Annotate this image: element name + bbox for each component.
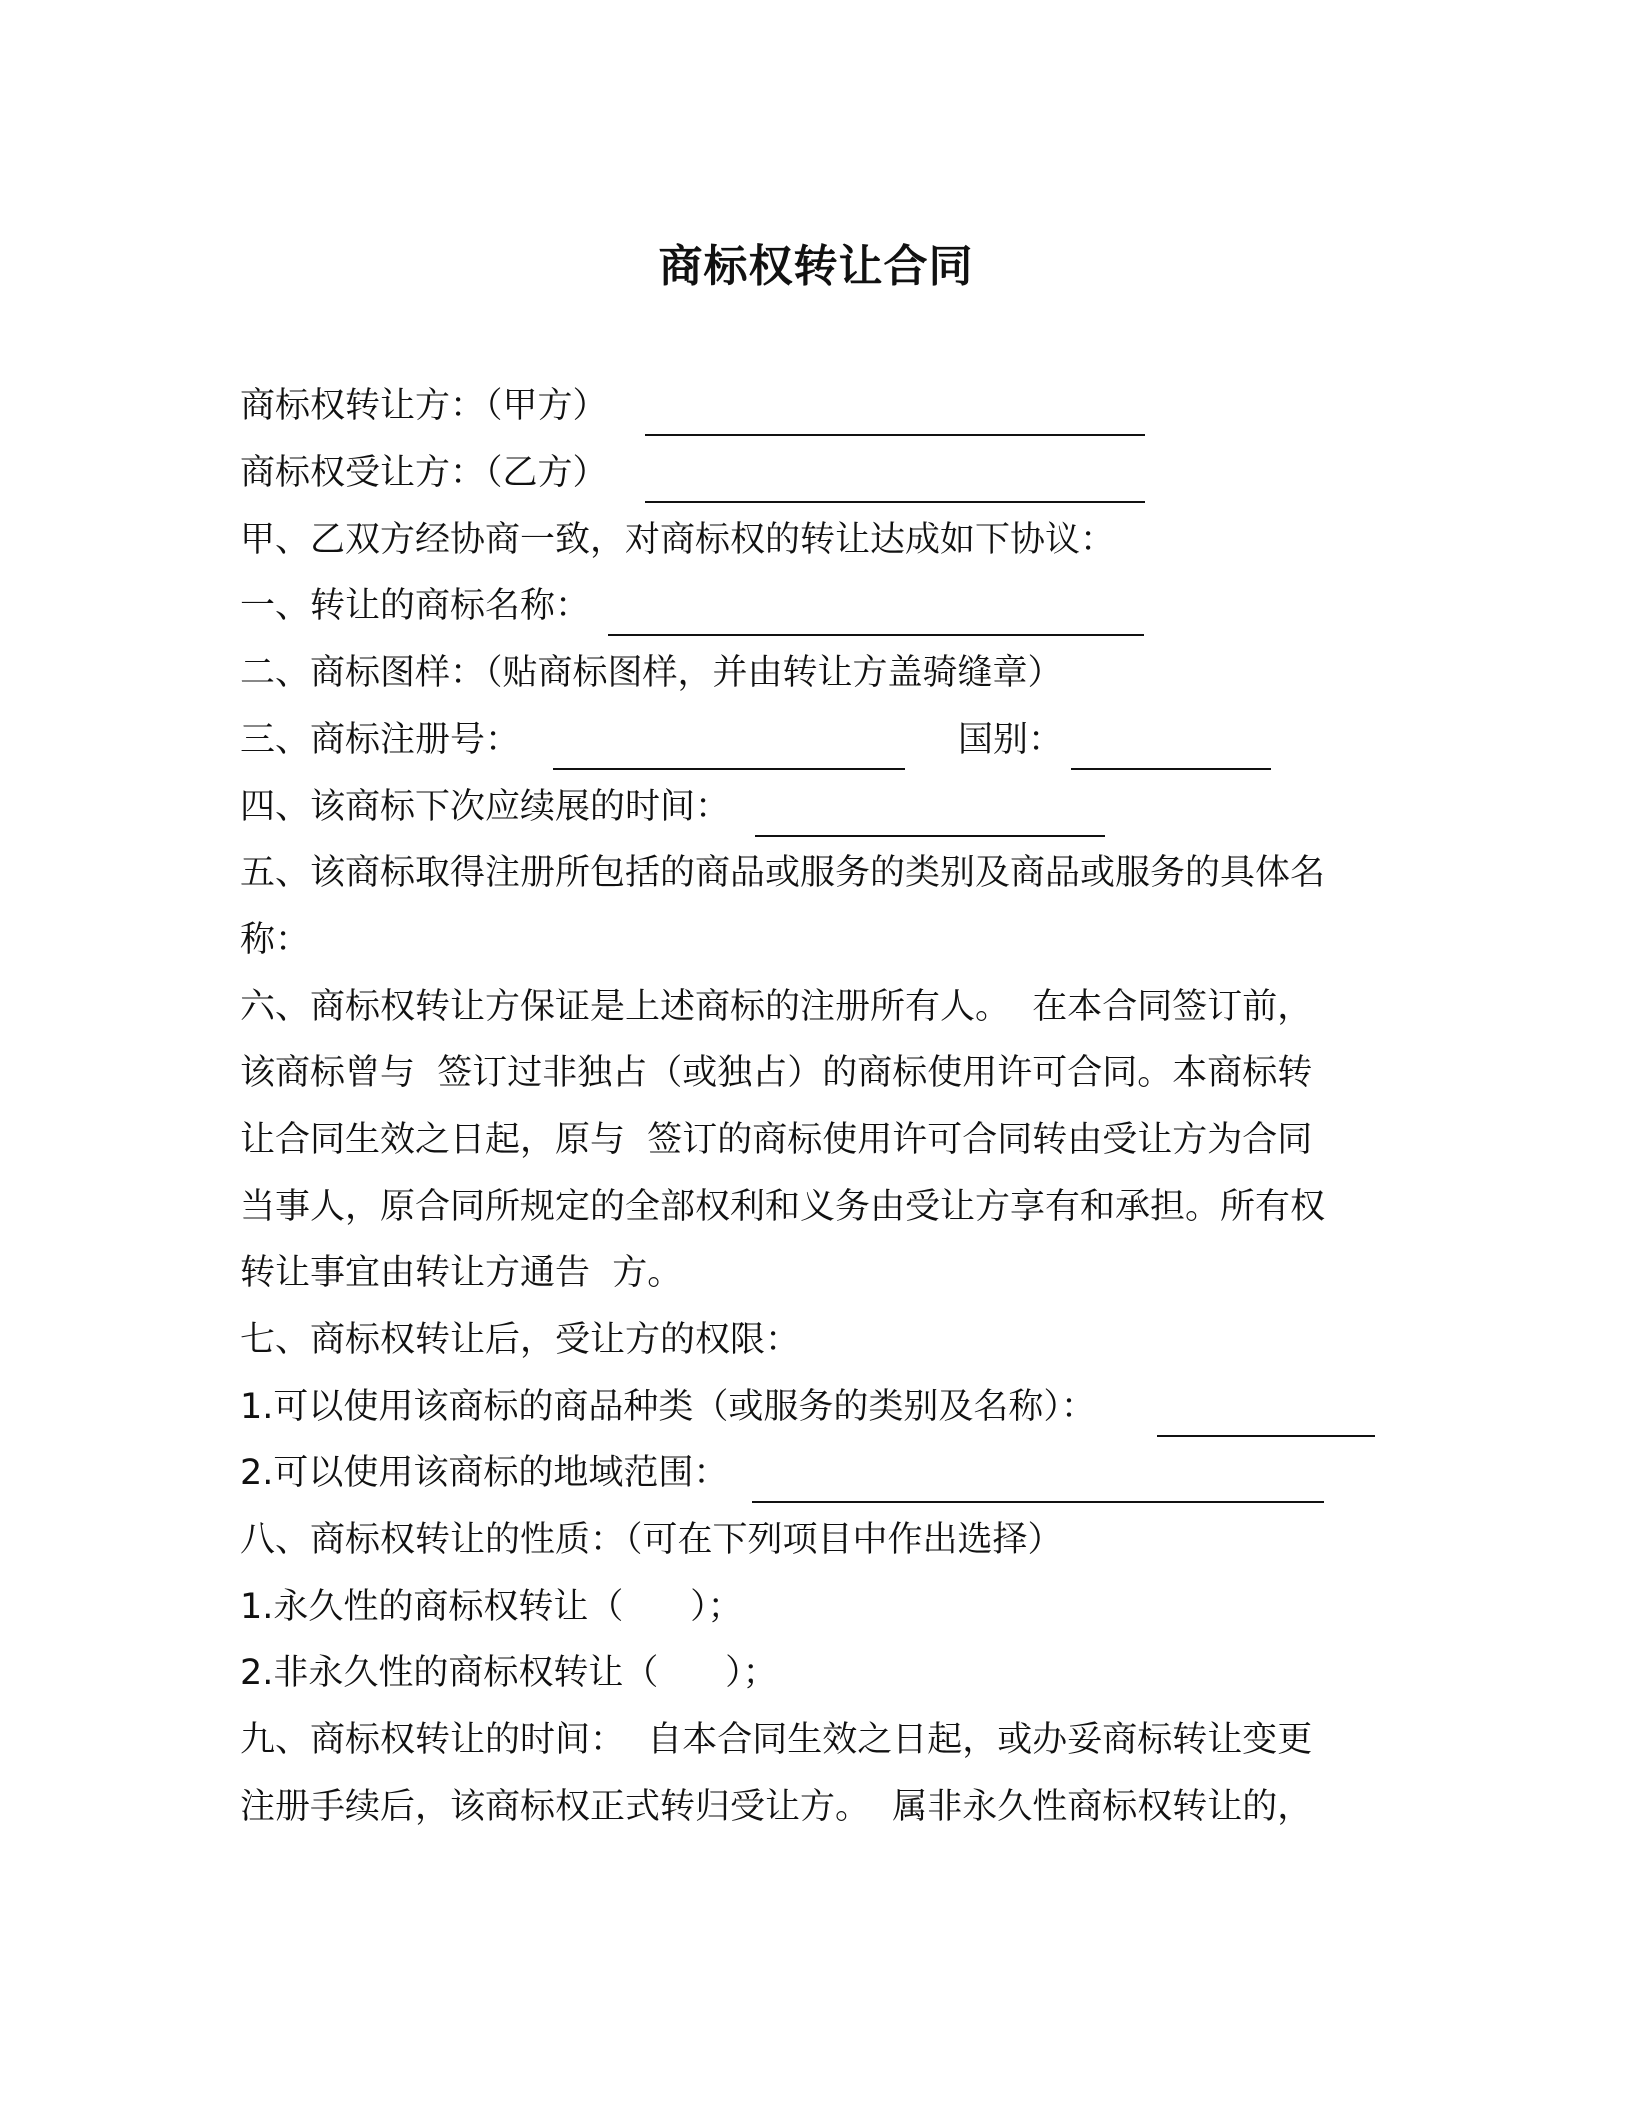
clause-8-heading: 八、商标权转让的性质：（可在下列项目中作出选择） (240, 1520, 1063, 1560)
clause-7-item-2: 2.可以使用该商标的地域范围： (240, 1453, 729, 1493)
clause-6-line-3: 让合同生效之日起，原与 签订的商标使用许可合同转由受让方为合同 (240, 1120, 1313, 1160)
clause-6-line-5: 转让事宜由转让方通告 方。 (240, 1253, 683, 1293)
clause-5-line-2: 称： (240, 920, 311, 960)
registration-number-blank[interactable] (553, 768, 905, 770)
territory-blank[interactable] (752, 1501, 1324, 1503)
country-blank[interactable] (1071, 768, 1271, 770)
clause-2-trademark-sample: 二、商标图样：（贴商标图样，并由转让方盖骑缝章） (240, 653, 1063, 693)
agreement-intro: 甲、乙双方经协商一致，对商标权的转让达成如下协议： (240, 520, 1116, 560)
transferee-label: 商标权受让方：（乙方） (240, 453, 608, 493)
renewal-time-blank[interactable] (755, 835, 1105, 837)
clause-6-line-4: 当事人，原合同所规定的全部权利和义务由受让方享有和承担。所有权 (240, 1187, 1326, 1227)
trademark-name-blank[interactable] (608, 634, 1144, 636)
clause-5-line-1: 五、该商标取得注册所包括的商品或服务的类别及商品或服务的具体名 (240, 853, 1326, 893)
document-title: 商标权转让合同 (658, 241, 974, 292)
clause-7-heading: 七、商标权转让后，受让方的权限： (240, 1320, 801, 1360)
clause-9-line-2: 注册手续后，该商标权正式转归受让方。 属非永久性商标权转让的， (240, 1787, 1313, 1827)
clause-8-option-non-permanent[interactable]: 2.非永久性的商标权转让（ ）； (240, 1653, 778, 1693)
transferor-blank[interactable] (645, 434, 1145, 436)
clause-7-item-1: 1.可以使用该商标的商品种类（或服务的类别及名称）： (240, 1387, 1096, 1427)
country-label: 国别： (958, 720, 1064, 760)
clause-6-line-1: 六、商标权转让方保证是上述商标的注册所有人。 在本合同签订前， (240, 987, 1313, 1027)
clause-1-trademark-name: 一、转让的商标名称： (240, 586, 591, 626)
transferee-blank[interactable] (645, 501, 1145, 503)
transferor-label: 商标权转让方：（甲方） (240, 386, 608, 426)
clause-4-renewal-time: 四、该商标下次应续展的时间： (240, 787, 731, 827)
clause-9-line-1: 九、商标权转让的时间： 自本合同生效之日起，或办妥商标转让变更 (240, 1720, 1313, 1760)
clause-3-registration-number: 三、商标注册号： (240, 720, 521, 760)
clause-6-line-2: 该商标曾与 签订过非独占（或独占）的商标使用许可合同。本商标转 (240, 1053, 1313, 1093)
clause-8-option-permanent[interactable]: 1.永久性的商标权转让（ ）； (240, 1587, 743, 1627)
goods-category-blank[interactable] (1157, 1435, 1375, 1437)
